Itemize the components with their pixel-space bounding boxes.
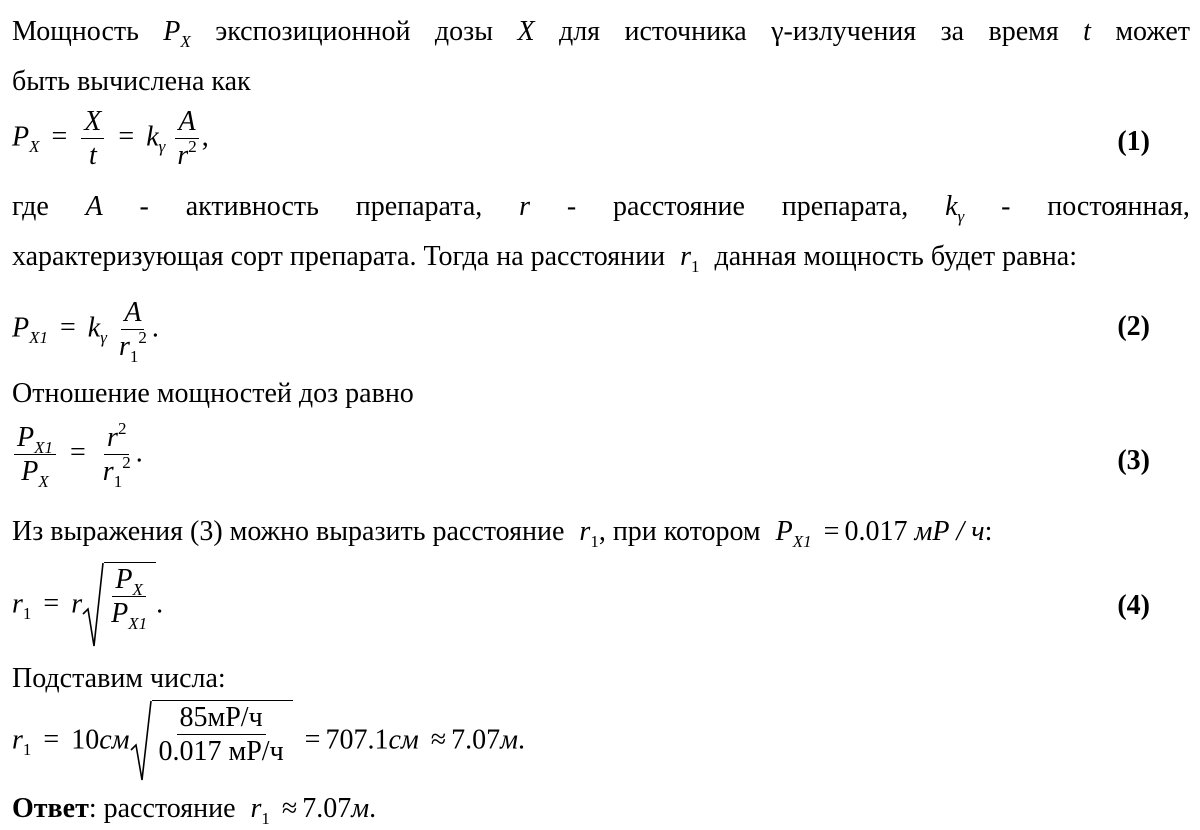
intro-word: γ-излучения [771, 16, 917, 47]
calculation: $r_1 = 10см$ $\frac{85мР/ч}{0.017 мР/ч}$ = 707.1см ≈ 7.07м. [12, 700, 525, 784]
equation-3: $\frac{P_{X1}}{P_X}$ = $\frac{r^2}{r_1^2}$ . [12, 423, 143, 487]
intro-word: для [558, 16, 601, 47]
intro-line-2: быть вычислена как [12, 66, 251, 97]
fraction-x-over-t: $\frac{X}{t}$ [81, 107, 104, 171]
symbol-a: A [85, 191, 103, 222]
where-line-2: характеризующая сорт препарата. Тогда на расстоянии $r_1$ данная мощность будет равна: [12, 241, 1077, 276]
intro-word: Мощность [12, 16, 139, 47]
substitute-text: Подставим числа: [12, 663, 226, 694]
fraction-r2-over-r1-2: $\frac{r^2}{r_1^2}$ [102, 419, 131, 492]
intro-word: экспозиционной [215, 16, 411, 47]
equation-4: $r_1 = r$ $\frac{P_X}{P_{X1}}$ . [12, 562, 163, 650]
symbol-t: t [1083, 16, 1091, 47]
equation-number-4: (4) [1117, 590, 1150, 621]
where-line-1: где A - активность препарата, r - расстояние препарата, $k_\gamma$ - постоянная, [12, 191, 1190, 226]
equation-number-3: (3) [1117, 445, 1150, 476]
sqrt-px-over-px1: $\frac{P_X}{P_{X1}}$ [82, 562, 156, 650]
symbol-x: X [517, 16, 535, 47]
intro-word: может [1115, 16, 1190, 47]
sqrt-values: $\frac{85мР/ч}{0.017 мР/ч}$ [130, 700, 293, 784]
ratio-text: Отношение мощностей доз равно [12, 378, 414, 409]
intro-word: за [940, 16, 965, 47]
equation-2: $P_{X1} = k_\gamma$ $\frac{A}{r_1^2}$ . [12, 297, 159, 367]
answer-label: Ответ [12, 793, 89, 824]
express-line: Из выражения (3) можно выразить расстояние $r_1$, при котором $P_{X1} = 0.017$ мР / ч: [12, 516, 993, 551]
answer-line: Ответ: расстояние $r_1 \approx 7.07м$. [12, 793, 377, 828]
equation-number-1: (1) [1117, 126, 1150, 157]
equation-1: $P_X$ = $\frac{X}{t}$ = $k_\gamma$ $\frac{A}{r^2}$ , [12, 106, 209, 172]
fraction-a-over-r2: $\frac{A}{r^2}$ [177, 106, 197, 172]
fraction-a-over-r1-2: $\frac{A}{r_1^2}$ [118, 297, 147, 367]
intro-word: время [988, 16, 1059, 47]
symbol-k-gamma: $k_\gamma$ [945, 191, 965, 226]
intro-word: источника [624, 16, 747, 47]
symbol-r: r [519, 191, 531, 222]
fraction-px1-over-px: $\frac{P_{X1}}{P_X}$ [14, 423, 56, 487]
intro-word: дозы [434, 16, 494, 47]
intro-line-1 [12, 16, 1190, 51]
equation-number-2: (2) [1117, 311, 1150, 342]
symbol-px: $P_X$ [163, 16, 191, 51]
